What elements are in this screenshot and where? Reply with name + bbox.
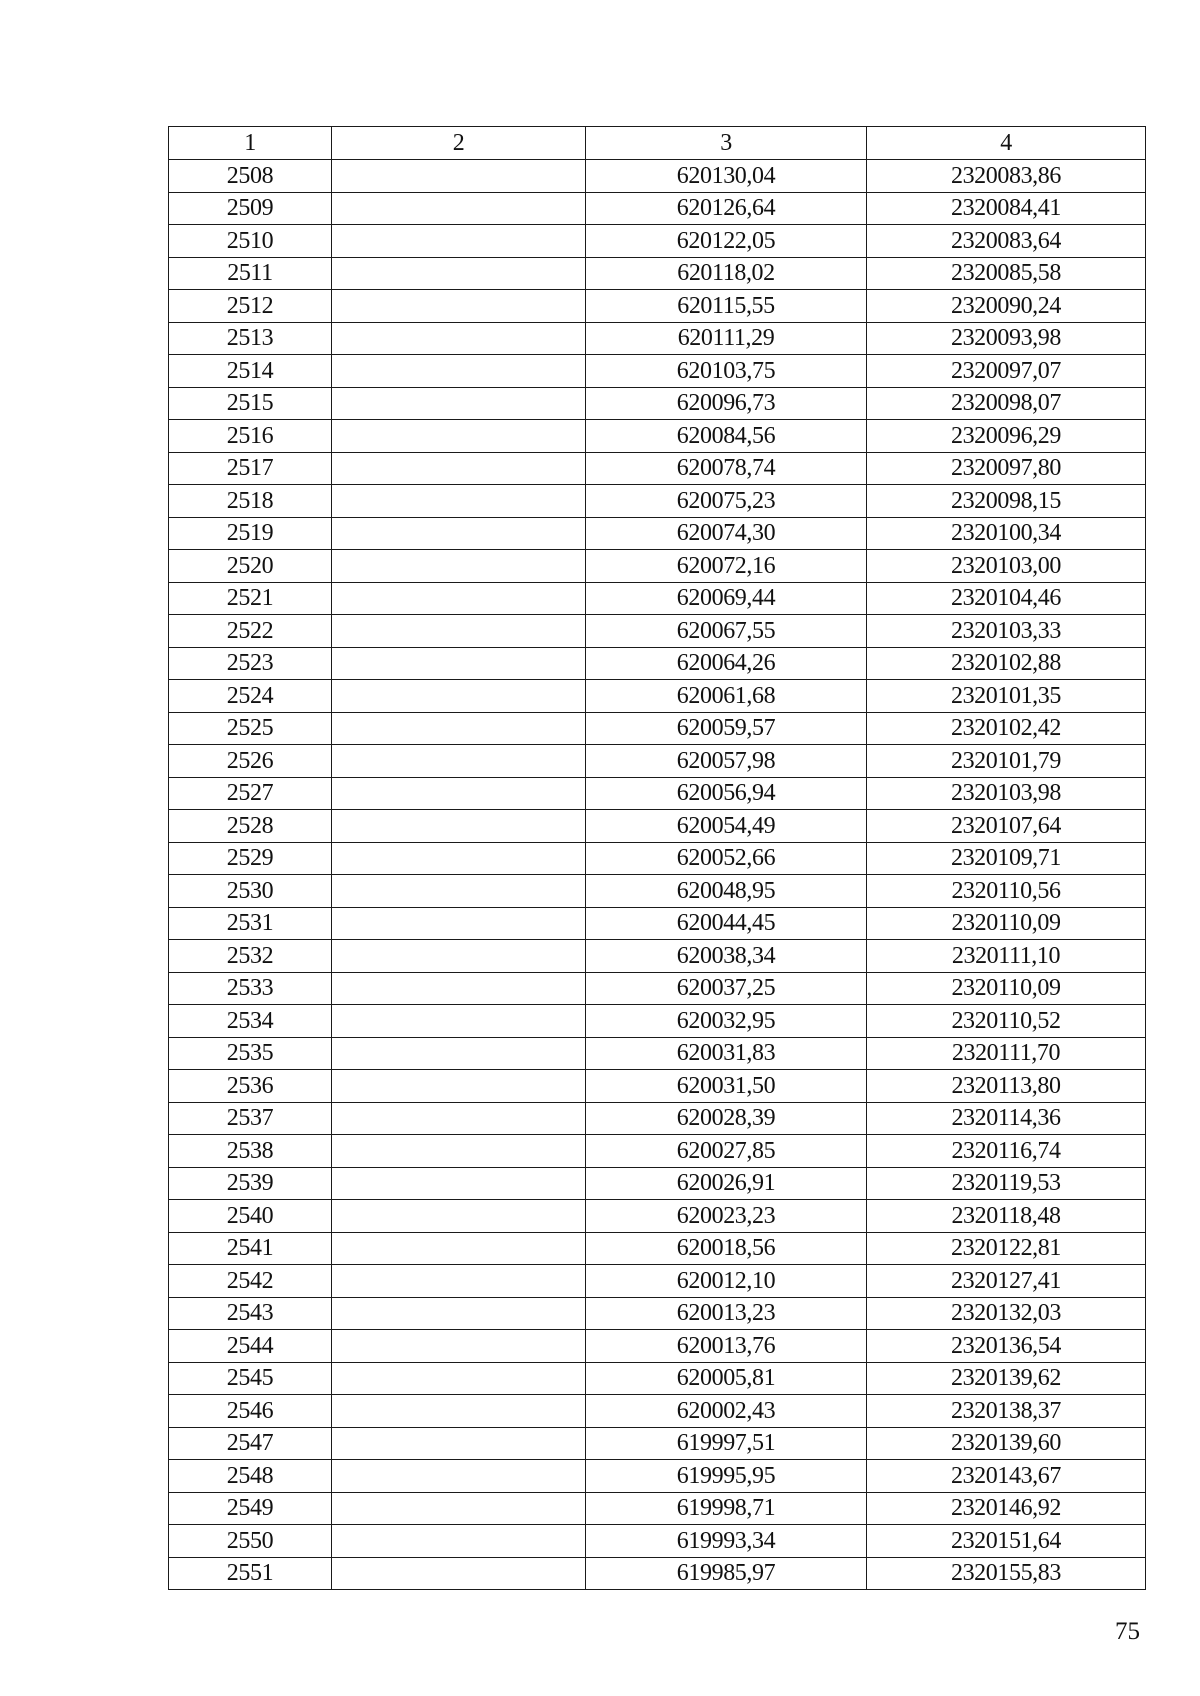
description-cell bbox=[332, 712, 586, 745]
x-coordinate-cell: 620032,95 bbox=[586, 1005, 867, 1038]
y-coordinate-cell: 2320102,42 bbox=[867, 712, 1146, 745]
y-coordinate-cell: 2320109,71 bbox=[867, 842, 1146, 875]
y-coordinate-cell: 2320101,79 bbox=[867, 745, 1146, 778]
x-coordinate-cell: 620061,68 bbox=[586, 680, 867, 713]
point-number-cell: 2535 bbox=[169, 1037, 332, 1070]
y-coordinate-cell: 2320132,03 bbox=[867, 1297, 1146, 1330]
x-coordinate-cell: 620018,56 bbox=[586, 1232, 867, 1265]
point-number-cell: 2523 bbox=[169, 647, 332, 680]
description-cell bbox=[332, 550, 586, 583]
x-coordinate-cell: 620002,43 bbox=[586, 1395, 867, 1428]
description-cell bbox=[332, 485, 586, 518]
point-number-cell: 2518 bbox=[169, 485, 332, 518]
x-coordinate-cell: 620027,85 bbox=[586, 1135, 867, 1168]
coordinates-table bbox=[168, 126, 1146, 1590]
y-coordinate-cell: 2320127,41 bbox=[867, 1265, 1146, 1298]
y-coordinate-cell: 2320111,70 bbox=[867, 1037, 1146, 1070]
point-number-cell: 2547 bbox=[169, 1427, 332, 1460]
point-number-cell: 2533 bbox=[169, 972, 332, 1005]
y-coordinate-cell: 2320110,09 bbox=[867, 972, 1146, 1005]
y-coordinate-cell: 2320119,53 bbox=[867, 1167, 1146, 1200]
point-number-cell: 2522 bbox=[169, 615, 332, 648]
point-number-cell: 2548 bbox=[169, 1460, 332, 1493]
table-row bbox=[169, 875, 1146, 908]
point-number-cell: 2542 bbox=[169, 1265, 332, 1298]
description-cell bbox=[332, 1265, 586, 1298]
y-coordinate-cell: 2320122,81 bbox=[867, 1232, 1146, 1265]
y-coordinate-cell: 2320114,36 bbox=[867, 1102, 1146, 1135]
table-row bbox=[169, 680, 1146, 713]
x-coordinate-cell: 620038,34 bbox=[586, 940, 867, 973]
table-row bbox=[169, 810, 1146, 843]
column-header-3: 3 bbox=[586, 127, 867, 160]
x-coordinate-cell: 620072,16 bbox=[586, 550, 867, 583]
description-cell bbox=[332, 745, 586, 778]
description-cell bbox=[332, 290, 586, 323]
description-cell bbox=[332, 940, 586, 973]
point-number-cell: 2550 bbox=[169, 1525, 332, 1558]
y-coordinate-cell: 2320118,48 bbox=[867, 1200, 1146, 1233]
point-number-cell: 2517 bbox=[169, 452, 332, 485]
point-number-cell: 2536 bbox=[169, 1070, 332, 1103]
y-coordinate-cell: 2320155,83 bbox=[867, 1557, 1146, 1590]
description-cell bbox=[332, 1557, 586, 1590]
x-coordinate-cell: 619993,34 bbox=[586, 1525, 867, 1558]
y-coordinate-cell: 2320107,64 bbox=[867, 810, 1146, 843]
y-coordinate-cell: 2320116,74 bbox=[867, 1135, 1146, 1168]
table-row bbox=[169, 712, 1146, 745]
y-coordinate-cell: 2320083,86 bbox=[867, 160, 1146, 193]
point-number-cell: 2551 bbox=[169, 1557, 332, 1590]
point-number-cell: 2543 bbox=[169, 1297, 332, 1330]
point-number-cell: 2524 bbox=[169, 680, 332, 713]
table-row bbox=[169, 1330, 1146, 1363]
description-cell bbox=[332, 1037, 586, 1070]
x-coordinate-cell: 620057,98 bbox=[586, 745, 867, 778]
table-row bbox=[169, 485, 1146, 518]
x-coordinate-cell: 620031,50 bbox=[586, 1070, 867, 1103]
description-cell bbox=[332, 582, 586, 615]
column-header-2: 2 bbox=[332, 127, 586, 160]
point-number-cell: 2540 bbox=[169, 1200, 332, 1233]
y-coordinate-cell: 2320097,80 bbox=[867, 452, 1146, 485]
point-number-cell: 2515 bbox=[169, 387, 332, 420]
column-header-1: 1 bbox=[169, 127, 332, 160]
description-cell bbox=[332, 257, 586, 290]
table-row bbox=[169, 1297, 1146, 1330]
table-row bbox=[169, 290, 1146, 323]
point-number-cell: 2514 bbox=[169, 355, 332, 388]
point-number-cell: 2530 bbox=[169, 875, 332, 908]
table-row bbox=[169, 192, 1146, 225]
x-coordinate-cell: 620096,73 bbox=[586, 387, 867, 420]
point-number-cell: 2521 bbox=[169, 582, 332, 615]
y-coordinate-cell: 2320098,15 bbox=[867, 485, 1146, 518]
y-coordinate-cell: 2320097,07 bbox=[867, 355, 1146, 388]
description-cell bbox=[332, 1395, 586, 1428]
x-coordinate-cell: 620078,74 bbox=[586, 452, 867, 485]
point-number-cell: 2513 bbox=[169, 322, 332, 355]
table-row bbox=[169, 745, 1146, 778]
x-coordinate-cell: 620013,23 bbox=[586, 1297, 867, 1330]
y-coordinate-cell: 2320151,64 bbox=[867, 1525, 1146, 1558]
description-cell bbox=[332, 615, 586, 648]
y-coordinate-cell: 2320103,98 bbox=[867, 777, 1146, 810]
description-cell bbox=[332, 1135, 586, 1168]
description-cell bbox=[332, 810, 586, 843]
table-header-row bbox=[169, 127, 1146, 160]
table-row bbox=[169, 1395, 1146, 1428]
description-cell bbox=[332, 777, 586, 810]
y-coordinate-cell: 2320113,80 bbox=[867, 1070, 1146, 1103]
table-row bbox=[169, 582, 1146, 615]
point-number-cell: 2546 bbox=[169, 1395, 332, 1428]
table-row bbox=[169, 1102, 1146, 1135]
x-coordinate-cell: 620111,29 bbox=[586, 322, 867, 355]
y-coordinate-cell: 2320136,54 bbox=[867, 1330, 1146, 1363]
table-row bbox=[169, 1557, 1146, 1590]
description-cell bbox=[332, 387, 586, 420]
x-coordinate-cell: 620028,39 bbox=[586, 1102, 867, 1135]
description-cell bbox=[332, 875, 586, 908]
point-number-cell: 2519 bbox=[169, 517, 332, 550]
table-row bbox=[169, 257, 1146, 290]
y-coordinate-cell: 2320100,34 bbox=[867, 517, 1146, 550]
x-coordinate-cell: 620059,57 bbox=[586, 712, 867, 745]
table-row bbox=[169, 777, 1146, 810]
description-cell bbox=[332, 225, 586, 258]
y-coordinate-cell: 2320084,41 bbox=[867, 192, 1146, 225]
point-number-cell: 2528 bbox=[169, 810, 332, 843]
point-number-cell: 2532 bbox=[169, 940, 332, 973]
y-coordinate-cell: 2320085,58 bbox=[867, 257, 1146, 290]
y-coordinate-cell: 2320104,46 bbox=[867, 582, 1146, 615]
table-row bbox=[169, 1070, 1146, 1103]
point-number-cell: 2526 bbox=[169, 745, 332, 778]
table-row bbox=[169, 387, 1146, 420]
table-row bbox=[169, 1492, 1146, 1525]
description-cell bbox=[332, 1460, 586, 1493]
description-cell bbox=[332, 160, 586, 193]
table-row bbox=[169, 972, 1146, 1005]
y-coordinate-cell: 2320096,29 bbox=[867, 420, 1146, 453]
y-coordinate-cell: 2320139,60 bbox=[867, 1427, 1146, 1460]
table-row bbox=[169, 1037, 1146, 1070]
y-coordinate-cell: 2320103,00 bbox=[867, 550, 1146, 583]
x-coordinate-cell: 620122,05 bbox=[586, 225, 867, 258]
y-coordinate-cell: 2320098,07 bbox=[867, 387, 1146, 420]
x-coordinate-cell: 620031,83 bbox=[586, 1037, 867, 1070]
point-number-cell: 2509 bbox=[169, 192, 332, 225]
y-coordinate-cell: 2320143,67 bbox=[867, 1460, 1146, 1493]
point-number-cell: 2511 bbox=[169, 257, 332, 290]
description-cell bbox=[332, 1102, 586, 1135]
description-cell bbox=[332, 1070, 586, 1103]
point-number-cell: 2531 bbox=[169, 907, 332, 940]
description-cell bbox=[332, 192, 586, 225]
point-number-cell: 2510 bbox=[169, 225, 332, 258]
x-coordinate-cell: 620064,26 bbox=[586, 647, 867, 680]
table-row bbox=[169, 517, 1146, 550]
table-row bbox=[169, 225, 1146, 258]
x-coordinate-cell: 620052,66 bbox=[586, 842, 867, 875]
point-number-cell: 2539 bbox=[169, 1167, 332, 1200]
x-coordinate-cell: 620026,91 bbox=[586, 1167, 867, 1200]
table-row bbox=[169, 615, 1146, 648]
x-coordinate-cell: 620130,04 bbox=[586, 160, 867, 193]
description-cell bbox=[332, 1297, 586, 1330]
description-cell bbox=[332, 517, 586, 550]
description-cell bbox=[332, 972, 586, 1005]
point-number-cell: 2544 bbox=[169, 1330, 332, 1363]
point-number-cell: 2516 bbox=[169, 420, 332, 453]
point-number-cell: 2545 bbox=[169, 1362, 332, 1395]
description-cell bbox=[332, 907, 586, 940]
description-cell bbox=[332, 1330, 586, 1363]
x-coordinate-cell: 620054,49 bbox=[586, 810, 867, 843]
point-number-cell: 2549 bbox=[169, 1492, 332, 1525]
table-row bbox=[169, 355, 1146, 388]
x-coordinate-cell: 620103,75 bbox=[586, 355, 867, 388]
description-cell bbox=[332, 1427, 586, 1460]
point-number-cell: 2537 bbox=[169, 1102, 332, 1135]
table-row bbox=[169, 1232, 1146, 1265]
point-number-cell: 2541 bbox=[169, 1232, 332, 1265]
description-cell bbox=[332, 680, 586, 713]
x-coordinate-cell: 620056,94 bbox=[586, 777, 867, 810]
description-cell bbox=[332, 420, 586, 453]
description-cell bbox=[332, 322, 586, 355]
table-row bbox=[169, 1525, 1146, 1558]
y-coordinate-cell: 2320110,52 bbox=[867, 1005, 1146, 1038]
x-coordinate-cell: 620084,56 bbox=[586, 420, 867, 453]
point-number-cell: 2520 bbox=[169, 550, 332, 583]
table-row bbox=[169, 940, 1146, 973]
x-coordinate-cell: 620067,55 bbox=[586, 615, 867, 648]
table-row bbox=[169, 160, 1146, 193]
table-row bbox=[169, 1427, 1146, 1460]
description-cell bbox=[332, 842, 586, 875]
x-coordinate-cell: 620075,23 bbox=[586, 485, 867, 518]
point-number-cell: 2529 bbox=[169, 842, 332, 875]
x-coordinate-cell: 620069,44 bbox=[586, 582, 867, 615]
table-row bbox=[169, 1005, 1146, 1038]
table-row bbox=[169, 647, 1146, 680]
table-row bbox=[169, 1265, 1146, 1298]
x-coordinate-cell: 619997,51 bbox=[586, 1427, 867, 1460]
page-number: 75 bbox=[1115, 1618, 1140, 1645]
table-row bbox=[169, 907, 1146, 940]
table-row bbox=[169, 322, 1146, 355]
x-coordinate-cell: 620118,02 bbox=[586, 257, 867, 290]
description-cell bbox=[332, 355, 586, 388]
column-header-4: 4 bbox=[867, 127, 1146, 160]
y-coordinate-cell: 2320110,56 bbox=[867, 875, 1146, 908]
point-number-cell: 2508 bbox=[169, 160, 332, 193]
x-coordinate-cell: 620074,30 bbox=[586, 517, 867, 550]
table-body bbox=[169, 160, 1146, 1590]
point-number-cell: 2525 bbox=[169, 712, 332, 745]
x-coordinate-cell: 620044,45 bbox=[586, 907, 867, 940]
description-cell bbox=[332, 1525, 586, 1558]
description-cell bbox=[332, 1362, 586, 1395]
table-row bbox=[169, 842, 1146, 875]
table-row bbox=[169, 420, 1146, 453]
point-number-cell: 2527 bbox=[169, 777, 332, 810]
point-number-cell: 2534 bbox=[169, 1005, 332, 1038]
y-coordinate-cell: 2320093,98 bbox=[867, 322, 1146, 355]
table-row bbox=[169, 550, 1146, 583]
x-coordinate-cell: 619998,71 bbox=[586, 1492, 867, 1525]
table-row bbox=[169, 1200, 1146, 1233]
table-row bbox=[169, 1167, 1146, 1200]
table-row bbox=[169, 1460, 1146, 1493]
table-row bbox=[169, 1362, 1146, 1395]
description-cell bbox=[332, 1167, 586, 1200]
table-row bbox=[169, 452, 1146, 485]
x-coordinate-cell: 619985,97 bbox=[586, 1557, 867, 1590]
x-coordinate-cell: 620048,95 bbox=[586, 875, 867, 908]
y-coordinate-cell: 2320138,37 bbox=[867, 1395, 1146, 1428]
x-coordinate-cell: 620037,25 bbox=[586, 972, 867, 1005]
x-coordinate-cell: 620013,76 bbox=[586, 1330, 867, 1363]
table-row bbox=[169, 1135, 1146, 1168]
y-coordinate-cell: 2320103,33 bbox=[867, 615, 1146, 648]
x-coordinate-cell: 620012,10 bbox=[586, 1265, 867, 1298]
x-coordinate-cell: 620115,55 bbox=[586, 290, 867, 323]
description-cell bbox=[332, 1492, 586, 1525]
description-cell bbox=[332, 1200, 586, 1233]
point-number-cell: 2512 bbox=[169, 290, 332, 323]
y-coordinate-cell: 2320139,62 bbox=[867, 1362, 1146, 1395]
y-coordinate-cell: 2320083,64 bbox=[867, 225, 1146, 258]
description-cell bbox=[332, 1005, 586, 1038]
y-coordinate-cell: 2320111,10 bbox=[867, 940, 1146, 973]
x-coordinate-cell: 620126,64 bbox=[586, 192, 867, 225]
y-coordinate-cell: 2320090,24 bbox=[867, 290, 1146, 323]
y-coordinate-cell: 2320101,35 bbox=[867, 680, 1146, 713]
point-number-cell: 2538 bbox=[169, 1135, 332, 1168]
x-coordinate-cell: 619995,95 bbox=[586, 1460, 867, 1493]
description-cell bbox=[332, 1232, 586, 1265]
x-coordinate-cell: 620023,23 bbox=[586, 1200, 867, 1233]
description-cell bbox=[332, 452, 586, 485]
y-coordinate-cell: 2320146,92 bbox=[867, 1492, 1146, 1525]
y-coordinate-cell: 2320102,88 bbox=[867, 647, 1146, 680]
description-cell bbox=[332, 647, 586, 680]
y-coordinate-cell: 2320110,09 bbox=[867, 907, 1146, 940]
x-coordinate-cell: 620005,81 bbox=[586, 1362, 867, 1395]
